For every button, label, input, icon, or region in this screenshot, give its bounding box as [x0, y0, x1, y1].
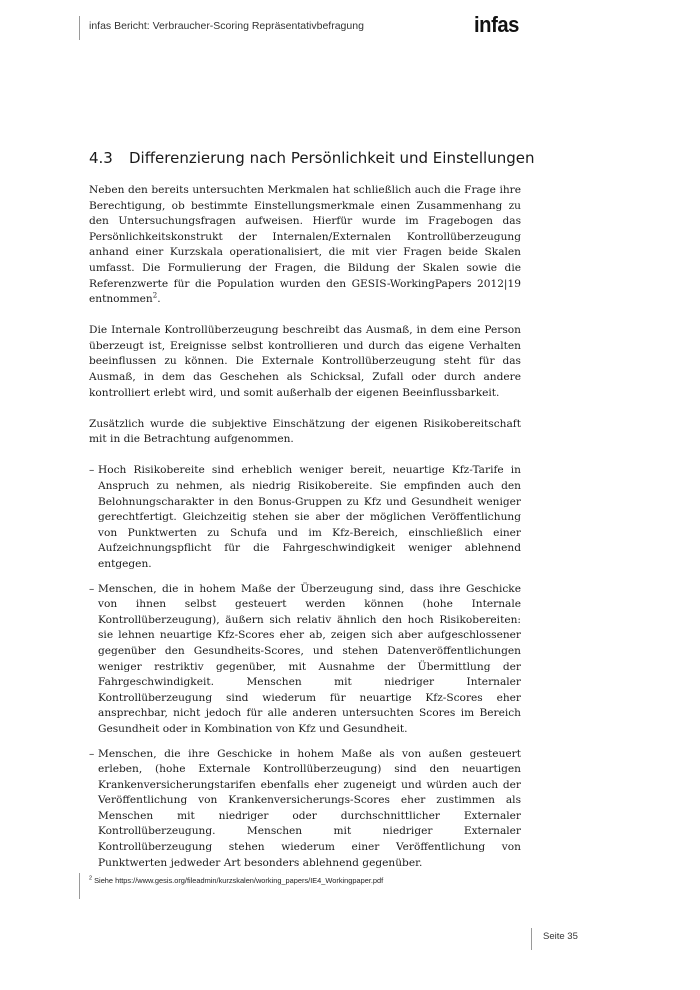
page-number-divider	[531, 928, 532, 950]
page-number: Seite 35	[543, 931, 578, 942]
footnote-text[interactable]: Siehe https://www.gesis.org/fileadmin/kurzskalen/working_papers/IE4_Workingpaper.pdf	[94, 876, 384, 885]
infas-logo: infas	[474, 12, 519, 37]
section-number: 4.3	[89, 149, 113, 167]
paragraph: Neben den bereits untersuchten Merkmalen hat schließlich auch die Frage ihre Berechtigung, ob bestimmte Einstellungsmerkmale einen Zusammenhang zu den Untersuchungsfragen aufweisen. Hierfür wurde im Fragebogen das Persönlichkeitskonstrukt der Internalen/Externalen Kontrollüberzeugung anhand einer Kurzskala operationalisiert, die mit vier Fragen beide Skalen umfasst. Die Formulierung der Fragen, die Bildung der Skalen sowie die Referenzwerte für die Population wurden den GESIS-WorkingPapers 2012|19 entnommen$^2$.	[89, 184, 521, 306]
section-heading	[89, 149, 535, 167]
list-item: – Menschen, die ihre Geschicke in hohem Maße als von außen gesteuert erleben, (hohe Externale Kontrollüberzeugung) sind den neuartigen Krankenversicherungstarifen ebenfalls eher zugeneigt und würden auch der Veröffentlichung von Krankenversicherungs-Scores eher zustimmen als Menschen mit niedriger oder durchschnittlicher Externaler Kontrollüberzeugung. Menschen mit niedriger Externaler Kontrollüberzeugung stehen wiederum einer Veröffentlichung von Punktwerten jedweder Art besonders ablehnend gegenüber.	[89, 747, 521, 869]
header-divider	[79, 16, 80, 40]
list-item: – Hoch Risikobereite sind erheblich weniger bereit, neuartige Kfz-Tarife in Anspruch zu nehmen, als niedrig Risikobereite. Sie empfinden auch den Belohnungscharakter in den Bonus-Gruppen zu Kfz und Gesundheit weniger gerechtfertigt. Gleichzeitig stehen sie aber der möglichen Veröffentlichung von Punktwerten zu Schufa und im Kfz-Bereich, einschließlich einer Aufzeichnungspflicht für die Fahrgeschwindigkeit weniger ablehnend entgegen.	[89, 464, 521, 570]
paragraph: Die Internale Kontrollüberzeugung beschreibt das Ausmaß, in dem eine Person überzeugt ist, Ereignisse selbst kontrollieren und durch das eigene Verhalten beeinflussen zu können. Die Externale Kontrollüberzeugung steht für das Ausmaß, in dem das Geschehen als Schicksal, Zufall oder durch andere kontrolliert erlebt wird, und somit außerhalb der eigenen Beeinflussbarkeit.	[89, 324, 521, 399]
footnote: $^2$ Siehe https://www.gesis.org/fileadmin/kurzskalen/working_papers/IE4_Workingpaper.pdf	[89, 875, 384, 885]
bullet-dash: –	[89, 582, 95, 595]
report-title: infas Bericht: Verbraucher-Scoring Repräsentativbefragung	[89, 20, 364, 32]
bullet-dash: –	[89, 747, 95, 760]
section-title: Differenzierung nach Persönlichkeit und Einstellungen	[129, 149, 535, 167]
list-item: – Menschen, die in hohem Maße der Überzeugung sind, dass ihre Geschicke von ihnen selbst gesteuert werden können (hohe Internale Kontrollüberzeugung), äußern sich relativ ähnlich den hoch Risikobereiten: sie lehnen neuartige Kfz-Scores eher ab, zeigen sich aber aufgeschlossener gegenüber den Gesundheits-Scores, und stehen Datenveröffentlichungen weniger restriktiv gegenüber, mit Ausnahme der Übermittlung der Fahrgeschwindigkeit. Menschen mit niedriger Internaler Kontrollüberzeugung sind wiederum für neuartige Kfz-Scores eher ansprechbar, nicht jedoch für alle anderen untersuchten Scores im Bereich Gesundheit oder in Kombination von Kfz und Gesundheit.	[89, 582, 521, 735]
footnote-divider	[79, 873, 80, 899]
body-text	[89, 183, 521, 880]
bullet-list	[89, 463, 521, 871]
bullet-dash: –	[89, 464, 95, 477]
paragraph: Zusätzlich wurde die subjektive Einschätzung der eigenen Risikobereitschaft mit in die Betrachtung aufgenommen.	[89, 417, 521, 446]
footnote-ref[interactable]: 2	[152, 291, 158, 300]
